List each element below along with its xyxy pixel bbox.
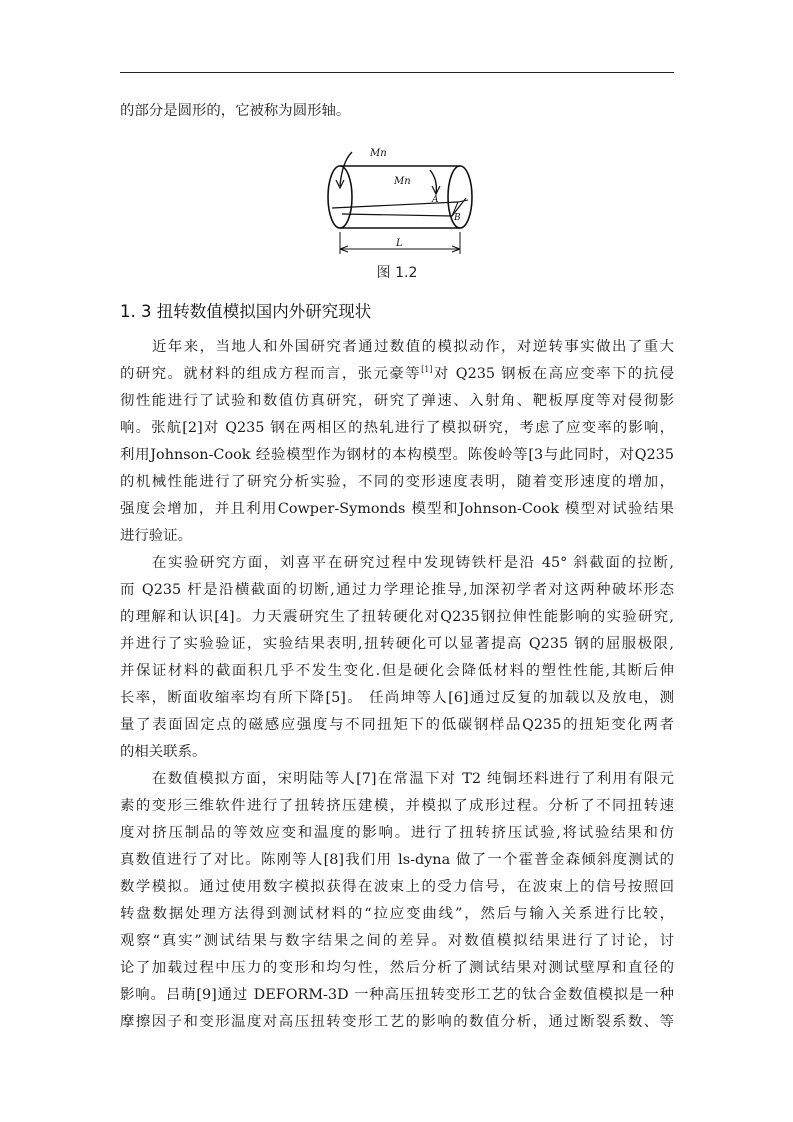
paragraph-line: 彻性能进行了试验和数值仿真研究，研究了弹速、入射角、靶板厚度等对侵彻影	[120, 393, 674, 409]
section-heading: 1. 3 扭转数值模拟国内外研究现状	[120, 302, 372, 321]
paragraph-line: 在实验研究方面，刘喜平在研究过程中发现铸铁杆是沿 45° 斜截面的拉断,	[152, 555, 674, 571]
intro-line: 的部分是圆形的，它被称为圆形轴。	[120, 103, 351, 119]
paragraph-line: 的理解和认识[4]。力天震研究生了扭转硬化对Q235钢拉伸性能影响的实验研究,	[120, 609, 674, 625]
paragraph-line: 素的变形三维软件进行了扭转挤压建模，并模拟了成形过程。分析了不同扭转速	[120, 798, 674, 814]
line-text: 的研究。就材料的组成方程而言，张元豪等	[120, 366, 422, 382]
paragraph-line: 近年来，当地人和外国研究者通过数值的模拟动作，对逆转事实做出了重大	[152, 339, 674, 355]
paragraph-line: 量了表面固定点的磁感应强度与不同扭矩下的低碳钢样品Q235的扭矩变化两者	[120, 717, 674, 733]
paragraph-line: 的相关联系。	[120, 744, 207, 760]
paragraph-line: 数学模拟。通过使用数字模拟获得在波束上的受力信号，在波束上的信号按照回	[120, 879, 674, 895]
paragraph-line: 并保证材料的截面积几乎不发生变化.但是硬化会降低材料的塑性性能,其断后伸	[120, 663, 674, 679]
paragraph-line: 转盘数据处理方法得到测试材料的“拉应变曲线”，然后与输入关系进行比较，	[120, 906, 674, 922]
header-rule	[120, 72, 674, 73]
paragraph-line: 度对挤压制品的等效应变和温度的影响。进行了扭转挤压试验,将试验结果和仿	[120, 825, 674, 841]
citation-superscript: [1]	[421, 365, 433, 374]
paragraph-line: 响。张航[2]对 Q235 钢在两相区的热轧进行了模拟研究，考虑了应变率的影响，	[120, 420, 674, 436]
paragraph-line: 真数值进行了对比。陈刚等人[8]我们用 ls-dyna 做了一个霍普金森倾斜度测试的	[120, 852, 674, 868]
paragraph-line: 而 Q235 杆是沿横截面的切断,通过力学理论推导,加深初学者对这两种破坏形态	[120, 582, 674, 598]
paragraph-line: 影响。吕萌[9]通过 DEFORM-3D 一种高压扭转变形工艺的钛合金数值模拟是一种	[120, 987, 674, 1003]
paragraph-line: 在数值模拟方面，宋明陆等人[7]在常温下对 T2 纯铜坯料进行了利用有限元	[152, 771, 674, 787]
paragraph-line: 摩擦因子和变形温度对高压扭转变形工艺的影响的数值分析，通过断裂系数、等	[120, 1014, 674, 1030]
paragraph-line: 进行验证。	[120, 528, 192, 544]
paragraph-line: 的机械性能进行了研究分析实验，不同的变形速度表明，随着变形速度的增加，	[120, 474, 674, 490]
paragraph-line: 论了加载过程中压力的变形和均匀性，然后分析了测试结果对测试壁厚和直径的	[120, 960, 674, 976]
paragraph-line: 长率，断面收缩率均有所下降[5]。 任尚坤等人[6]通过反复的加载以及放电，测	[120, 690, 674, 706]
paragraph-line: 并进行了实验验证，实验结果表明,扭转硬化可以显著提高 Q235 钢的屈服极限,	[120, 636, 674, 652]
line-text-tail: 对 Q235 钢板在高应变率下的抗侵	[432, 366, 674, 382]
paragraph-line: 观察“真实”测试结果与数字结果之间的差异。对数值模拟结果进行了讨论，讨	[120, 933, 674, 949]
figure-caption: 图 1.2	[376, 265, 418, 281]
paragraph-line-with-citation	[120, 364, 674, 384]
torsion-shaft-figure	[318, 140, 484, 256]
length-label: L	[396, 238, 403, 249]
point-b-label: B	[454, 213, 461, 223]
paragraph-line: 利用Johnson-Cook 经验模型作为钢材的本构模型。陈俊岭等[3与此同时，对Q235	[120, 447, 674, 463]
point-a-label: A	[432, 195, 439, 205]
torque-label-top: Mn	[370, 148, 387, 159]
torque-label-mid: Mn	[394, 176, 411, 187]
paragraph-line: 强度会增加，并且利用Cowper-Symonds 模型和Johnson-Cook 模型对试验结果	[120, 501, 674, 517]
